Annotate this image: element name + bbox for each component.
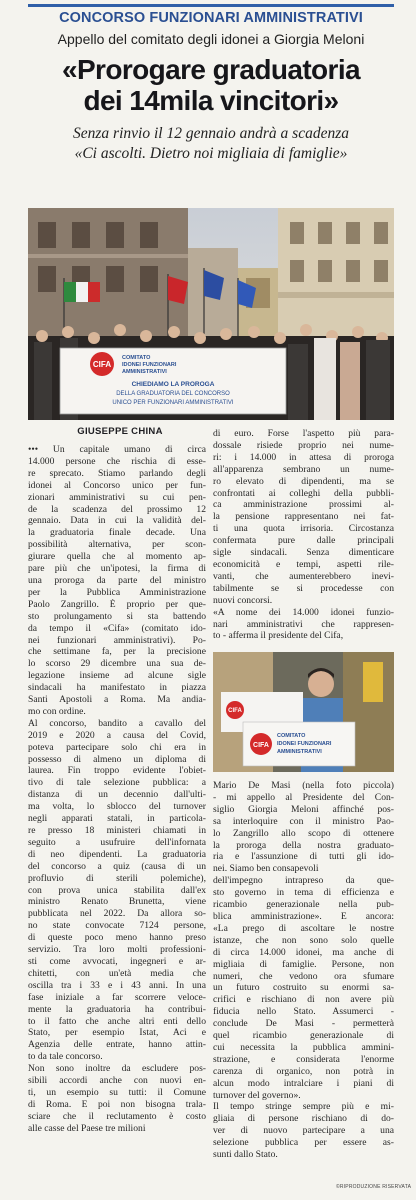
article-line: sto prolungamento si sta battendo (28, 610, 206, 622)
article-line: ti, un esempio su tutti: il Comune (28, 1086, 206, 1098)
article-line: che settimane fa, per la precisione (28, 646, 206, 658)
banner-message-line: DELLA GRADUATORIA DEL CONCORSO (116, 391, 230, 397)
article-line: carenza di organico, non potrà in (213, 1065, 394, 1077)
small-photo (213, 652, 394, 772)
article-line: ver di nuovo partecipare a una (213, 1125, 394, 1137)
article-line: di queste poco meno hanno preso (28, 932, 206, 944)
article-line: del concorso a quiz (causa di un (28, 860, 206, 872)
article-line: turnover del governo». (213, 1089, 301, 1101)
article-line: economicità e tempi, aspetti rile- (213, 558, 394, 570)
article-line: numeri, che vedono ora sfumare (213, 970, 394, 982)
headline (28, 54, 394, 116)
article-line: ministro Renato Brunetta, viene (28, 896, 206, 908)
article-line: seguito a usufruire dell'infornata (28, 836, 206, 848)
article-line: ••• Un capitale umano di circa (28, 444, 206, 455)
article-line: 14.000 persone che rischia di esse- (28, 455, 206, 467)
article-line: distanza di un decennio dall'ulti- (28, 789, 206, 801)
article-line: pubblicata nel 2022. Da allora so- (28, 908, 206, 920)
banner-org-line: AMMINISTRATIVI (122, 369, 167, 375)
article-line: to - afferma il presidente del Cifa, (213, 630, 344, 642)
article-line: alcun modo intralciare i piani di (213, 1077, 394, 1089)
copyright-notice: ©RIPRODUZIONE RISERVATA (336, 1184, 412, 1190)
banner-org-line: IDONEI FUNZIONARI (122, 362, 177, 368)
top-rule (28, 4, 394, 7)
article-line: sigle sindacali. Senza dimenticare (213, 547, 394, 559)
article-line: dell'impegno intrapreso da que- (213, 875, 394, 887)
article-column-3 (213, 780, 394, 1161)
article-line: di Roma. E poi non bisogna trala- (28, 1098, 206, 1110)
article-line: Paolo Zangrillo. È proprio per que- (28, 598, 206, 610)
article-line: ri: i 14.000 in attesa di proroga (213, 451, 394, 463)
article-line: sa interloquire con il ministro Pao- (213, 815, 394, 827)
small-banner-org-line: COMITATO (277, 733, 306, 739)
article-line: istanze, che non sono solo quelle (213, 934, 394, 946)
article-line: gliaia di persone rischiano di do- (213, 1113, 394, 1125)
main-photo (28, 208, 394, 420)
article-line: fase iniziale a far scorrere veloce- (28, 991, 206, 1003)
banner-org-line: COMITATO (122, 355, 151, 361)
article-line: possibilità alternativa, per scon- (28, 539, 206, 551)
article-line: selezione pubblica per essere as- (213, 1137, 394, 1149)
article-line: Santi Apostoli a Roma. Ma andia- (28, 694, 206, 706)
article-line: giurare quella che al momento ap- (28, 551, 206, 563)
article-line: un futuro costruito su enormi sa- (213, 982, 394, 994)
article-line: ria e l'assunzione di tutti gli ido- (213, 851, 394, 863)
article-line: oscilla tra i 33 e i 43 anni. In una (28, 979, 206, 991)
article-line: ma volta, lo sblocco del turnover (28, 801, 206, 813)
article-line: Stato, per esempio Istat, Aci e (28, 1027, 206, 1039)
article-line: sindacali ha manifestato in piazza (28, 682, 206, 694)
small-banner-org-line: AMMINISTRATIVI (277, 749, 322, 755)
article-line: all'apparenza sembrano un nume- (213, 463, 394, 475)
article-line: vanti, che aumenterebbero inevi- (213, 570, 394, 582)
article-line: sciare che il reclutamento è costo (28, 1110, 206, 1122)
article-line: una proroga da parte del ministro (28, 574, 206, 586)
article-line: - mi appello al Presidente del Con- (213, 791, 394, 803)
article-line: possesso di almeno un diploma di (28, 753, 206, 765)
article-line: nei funzionari amministrativi). Po- (28, 634, 206, 646)
article-line: per la Pubblica Amministrazione (28, 586, 206, 598)
article-line: fiducia nello Stato. Assumerci - (213, 1006, 394, 1018)
article-line: Non sono inoltre da escludere pos- (28, 1063, 206, 1075)
article-line: ro elevato di dipendenti, ma se (213, 475, 394, 487)
article-line: ca amministrazione prossimi al- (213, 499, 394, 511)
article-line: laurea. Fin troppo evidente l'obiet- (28, 765, 206, 777)
article-line: sto governo in tema di efficienza e (213, 887, 394, 899)
subkicker: Appello del comitato degli idonei a Giorgia Meloni (57, 31, 365, 47)
article-line: legazione insieme ad alcune sigle (28, 670, 206, 682)
article-line: Il tempo stringe sempre più e mi- (213, 1101, 394, 1113)
article-line: mo con ordine. (28, 705, 86, 717)
article-line: tivo di tale selezione pubblica: a (28, 777, 206, 789)
deck-line: «Ci ascolti. Dietro noi migliaia di famiglie» (74, 145, 348, 162)
article-line: «La prego di ascoltare le nostre (213, 922, 394, 934)
article-line: nei. Siamo ben consapevoli (213, 863, 319, 875)
article-line: idonei al Concorso unico per fun- (28, 479, 206, 491)
article-line: alle casse del Paese tre milioni (28, 1122, 146, 1134)
section-kicker: CONCORSO FUNZIONARI AMMINISTRATIVI (59, 10, 363, 26)
article-line: blica amministrazione». E ancora: (213, 910, 394, 922)
article-line: migliaia di famiglie. Persone, non (213, 958, 394, 970)
article-line: chitetti, con un'età media che (28, 967, 206, 979)
article-line: «A nome dei 14.000 idonei funzio- (213, 606, 394, 618)
article-line: nari amministrativi che rappresen- (213, 618, 394, 630)
article-line: Al concorso, bandito a cavallo del (28, 717, 206, 729)
article-line: sti come avvocati, ingegneri e ar- (28, 955, 206, 967)
article-line: lo Zangrillo allo scopo di ottenere (213, 827, 394, 839)
article-line: pare più che un'ipotesi, la firma di (28, 563, 206, 575)
article-line: servizio. Tra loro molti professioni- (28, 944, 206, 956)
article-line: de la scadenza del prossimo 12 (28, 503, 206, 515)
article-line: sibili accordi anche con nuovi en- (28, 1075, 206, 1087)
article-line: Mario De Masi (nella foto piccola) (213, 780, 394, 791)
article-line: to da tale concorso. (28, 1051, 103, 1063)
article-line: tabilmente se si procedesse con (213, 582, 394, 594)
article-line: confermata pure dalle principali (213, 535, 394, 547)
article-line: di circa 14.000 idonei, ma anche di (213, 946, 394, 958)
small-banner-org-line: IDONEI FUNZIONARI (277, 741, 332, 747)
article-line: re sprecato. Stiamo parlando degli (28, 467, 206, 479)
article-line: 2019 e 2020 a causa del Covid, (28, 729, 206, 741)
article-line: to il fatto che anche altri enti dello (28, 1015, 206, 1027)
article-line: Agenzia delle entrate, hanno attin- (28, 1039, 206, 1051)
banner-message-line: CHIEDIAMO LA PROROGA (131, 381, 215, 388)
article-line: gennaio. Data in cui la validità del- (28, 515, 206, 527)
article-line: zionari amministrativi su cui pen- (28, 491, 206, 503)
article-line: ricambio generazionale nella pub- (213, 899, 394, 911)
article-line: lo scorso 29 dicembre una sua de- (28, 658, 206, 670)
small-banner-logo-text: CIFA (253, 742, 269, 749)
article-line: da tempo il «Cifa» (comitato ido- (28, 622, 206, 634)
article-line: profluvio di sterili polemiche), (28, 872, 206, 884)
article-line: la graduatoria finale decade. Una (28, 527, 206, 539)
article-column-1 (28, 444, 206, 1135)
article-line: con prova unica stabilita dall'ex (28, 884, 206, 896)
article-line: confrontati ai colleghi della pubbli- (213, 487, 394, 499)
deck-line: Senza rinvio il 12 gennaio andrà a scadenza (73, 125, 349, 142)
article-line: cui necessita la pubblica ammini- (213, 1041, 394, 1053)
deck (28, 124, 394, 164)
article-column-2 (213, 428, 394, 642)
article-line: di neo dipendenti. La graduatoria (28, 848, 206, 860)
headline-line: «Prorogare graduatoria (62, 54, 360, 85)
article-line: nuovi concorsi. (213, 594, 273, 606)
article-line: quel ricambio generazionale di (213, 1030, 394, 1042)
article-line: di euro. Forse l'aspetto più para- (213, 428, 394, 439)
article-line: negli apparati statali, in particola- (28, 813, 206, 825)
article-line: re presso 18 ministeri chiamati in (28, 825, 206, 836)
article-line: la proroga della nostra graduato- (213, 839, 394, 851)
article-line: crifici e rischiano di non avere più (213, 994, 394, 1006)
article-line: poteva partecipare solo chi era in (28, 741, 206, 753)
byline: GIUSEPPE CHINA (77, 426, 163, 437)
article-line: strazione, e considerata l'enorme (213, 1053, 394, 1065)
article-line: dossale risiede proprio nei nume- (213, 439, 394, 451)
banner-message-line: UNICO PER FUNZIONARI AMMINISTRATIVI (112, 400, 234, 406)
article-line: no state convocate 7124 persone, (28, 920, 206, 932)
article-line: ti una quota irrisoria. Circostanza (213, 523, 394, 535)
article-line: sunti dallo Stato. (213, 1149, 278, 1161)
article-line: mente la graduatoria ha contribui- (28, 1003, 206, 1015)
article-line: siglio Giorgia Meloni affinché pos- (213, 803, 394, 815)
banner-logo-text: CIFA (92, 360, 112, 369)
article-line: la pensione rappresentano nei fat- (213, 511, 394, 523)
small-banner-logo-text: CIFA (228, 708, 242, 714)
article-line: conclude De Masi - permetterà (213, 1018, 394, 1030)
headline-line: dei 14mila vincitori» (83, 85, 339, 116)
